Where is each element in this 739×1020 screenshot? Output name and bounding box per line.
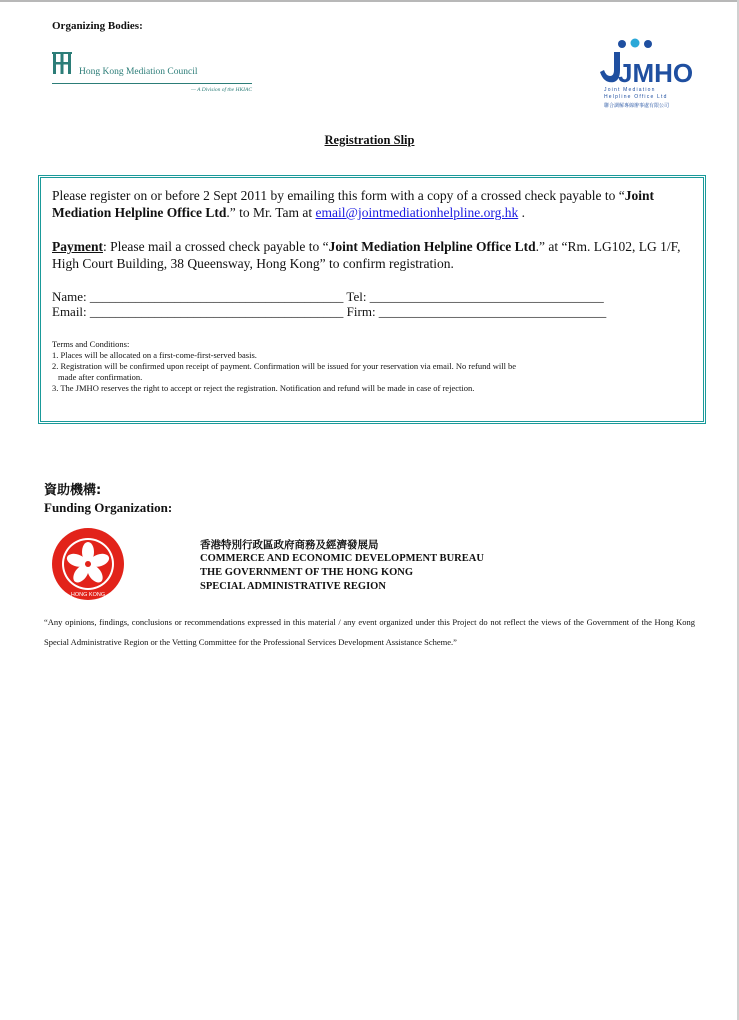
payment-text-2: .” at “Rm. LG102, LG 1/F, High Court Building, 38 Queensway, Hong Kong” to confirm registration. <box>52 239 681 271</box>
hkmc-name: Hong Kong Mediation Council <box>79 67 198 77</box>
jmho-subtitle-line-1: Joint Mediation <box>604 87 656 93</box>
payee-name-1: Joint Mediation Helpline Office Ltd <box>52 188 654 220</box>
email-link[interactable]: email@jointmediationhelpline.org.hk <box>315 205 519 220</box>
payee-name-2: Joint Mediation Helpline Office Ltd <box>328 239 536 254</box>
email-firm-field[interactable]: Email: _______________________________________ Firm: ___________________________________ <box>52 304 607 319</box>
hkmc-logo-block <box>52 50 252 100</box>
hksar-emblem-icon <box>49 526 127 602</box>
term-1: 1. Places will be allocated on a first-come-first-served basis. <box>52 350 257 360</box>
payment-text-1: : Please mail a crossed check payable to “ <box>103 239 329 254</box>
bureau-name-en-3: SPECIAL ADMINISTRATIVE REGION <box>200 581 386 592</box>
funding-label-en: Funding Organization: <box>44 500 173 515</box>
emblem-text: HONG KONG <box>70 592 106 598</box>
register-instructions <box>52 187 691 221</box>
funding-label-zh: 資助機構: <box>44 483 102 498</box>
register-text-2: .” to Mr. Tam at <box>226 205 316 220</box>
terms-title: Terms and Conditions: <box>52 339 130 349</box>
name-tel-field[interactable]: Name: _______________________________________ Tel: ____________________________________ <box>52 289 604 304</box>
bureau-name-en-1: COMMERCE AND ECONOMIC DEVELOPMENT BUREAU <box>200 553 484 564</box>
hkmc-emblem-icon <box>52 52 72 76</box>
bureau-name-block <box>200 538 484 594</box>
term-2: 2. Registration will be confirmed upon receipt of payment. Confirmation will be issued for your reservation via email. No refund will be <box>52 361 517 371</box>
register-text-1: Please register on or before 2 Sept 2011 by emailing this form with a copy of a crossed check payable to “ <box>52 188 625 203</box>
hkmc-subtitle: — A Division of the HKIAC <box>190 87 252 93</box>
page-top-border <box>0 0 739 2</box>
term-3: 3. The JMHO reserves the right to accept or reject the registration. Notification and refund will be made in case of rejection. <box>52 383 475 393</box>
bureau-name-zh: 香港特別行政區政府商務及經濟發展局 <box>200 539 379 551</box>
bureau-name-en-2: THE GOVERNMENT OF THE HONG KONG <box>200 567 414 578</box>
jmho-logo-text: JMHO <box>618 58 694 88</box>
payment-instructions <box>52 238 691 272</box>
organizing-bodies-label: Organizing Bodies: <box>52 20 143 32</box>
registration-box <box>38 175 706 424</box>
registration-slip-title: Registration Slip <box>324 133 415 147</box>
terms-conditions <box>52 339 691 394</box>
hkmc-divider <box>52 83 252 84</box>
jmho-logo-block <box>598 38 694 114</box>
term-2-continued: made after confirmation. <box>58 372 143 382</box>
jmho-subtitle-line-2: Helpline Office Ltd <box>604 93 668 100</box>
disclaimer-text: “Any opinions, findings, conclusions or recommendations expressed in this material / any event organized under this Project do not reflect the views of the Government of the Hong Kong Special Administrative Region or the Vetting Committee for the Professional Services Development Assistance Scheme.” <box>44 617 695 647</box>
jmho-logo-icon <box>598 38 694 88</box>
payment-label: Payment <box>52 239 103 254</box>
register-text-3: . <box>518 205 525 220</box>
jmho-subtitle-zh: 聯合調解專線辦事處有限公司 <box>604 103 670 109</box>
jmho-subtitle <box>604 87 668 100</box>
